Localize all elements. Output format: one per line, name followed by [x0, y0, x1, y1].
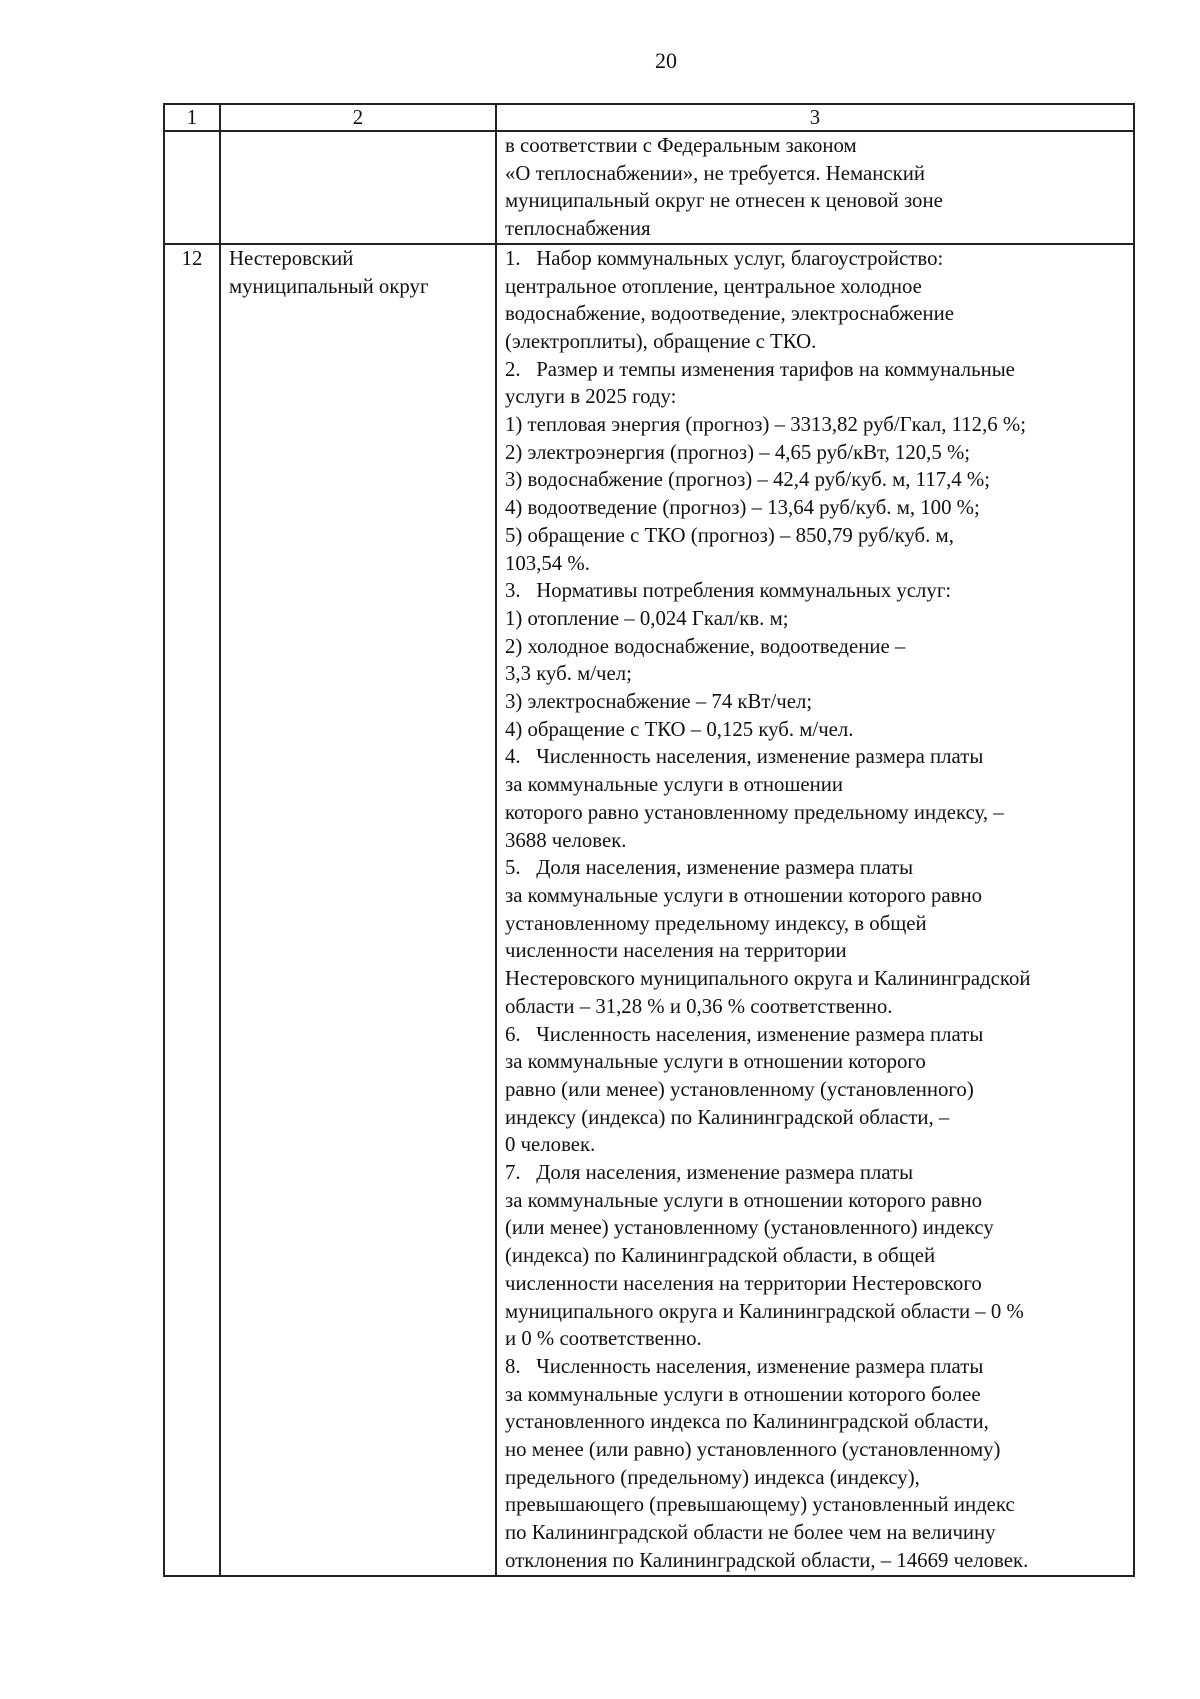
content-cell [496, 244, 1134, 1576]
content-line: 5) обращение с ТКО (прогноз) – 850,79 руб/куб. м, [505, 523, 954, 547]
content-line: 103,54 %. [505, 551, 590, 575]
column-header-3: 3 [496, 104, 1134, 131]
content-line: за коммунальные услуги в отношении [505, 773, 844, 797]
tariff-table [163, 103, 1135, 1577]
content-line: центральное отопление, центральное холодное [505, 274, 922, 298]
content-line: за коммунальные услуги в отношении которого равно [505, 1188, 982, 1212]
content-line: но менее (или равно) установленного (установленному) [505, 1438, 1001, 1462]
content-line: превышающего (превышающему) установленный индекс [505, 1493, 1015, 1517]
content-line: установленного индекса по Калининградской области, [505, 1410, 989, 1434]
content-line: 3688 человек. [505, 828, 627, 852]
content-line: муниципальный округ не отнесен к ценовой зоне [505, 189, 943, 213]
table-body [164, 104, 1134, 1576]
municipality-name-line: Нестеровский [229, 246, 354, 270]
content-line: 2) электроэнергия (прогноз) – 4,65 руб/кВт, 120,5 %; [505, 440, 971, 464]
content-line: 1) отопление – 0,024 Гкал/кв. м; [505, 606, 789, 630]
content-line: 3) электроснабжение – 74 кВт/чел; [505, 690, 813, 714]
content-line: Нестеровского муниципального округа и Калининградской [505, 967, 1031, 991]
content-line: по Калининградской области не более чем на величину [505, 1521, 996, 1545]
content-line: теплоснабжения [505, 217, 651, 241]
content-line: индексу (индекса) по Калининградской области, – [505, 1105, 950, 1129]
content-line: области – 31,28 % и 0,36 % соответственно. [505, 994, 893, 1018]
content-line: 4. Численность населения, изменение размера платы [505, 745, 984, 769]
content-line: водоснабжение, водоотведение, электроснабжение [505, 302, 954, 326]
municipality-cell [220, 131, 496, 244]
content-line: численности населения на территории Нестеровского [505, 1271, 982, 1295]
content-line: услуги в 2025 году: [505, 385, 677, 409]
content-line: 1. Набор коммунальных услуг, благоустройство: [505, 246, 944, 270]
content-line: численности населения на территории [505, 939, 847, 963]
content-line: и 0 % соответственно. [505, 1327, 702, 1351]
content-line: 8. Численность населения, изменение размера платы [505, 1354, 984, 1378]
content-line: 7. Доля населения, изменение размера платы [505, 1161, 914, 1185]
content-cell [496, 131, 1134, 244]
column-header-1: 1 [164, 104, 220, 131]
content-line: 4) обращение с ТКО – 0,125 куб. м/чел. [505, 717, 854, 741]
municipality-cell [220, 244, 496, 1576]
row-number-cell: 12 [164, 244, 220, 1576]
content-line: за коммунальные услуги в отношении которого [505, 1050, 926, 1074]
content-line: (индекса) по Калининградской области, в общей [505, 1244, 936, 1268]
page-number: 20 [655, 48, 677, 73]
content-line: за коммунальные услуги в отношении которого равно [505, 883, 982, 907]
content-line: 2) холодное водоснабжение, водоотведение – [505, 634, 906, 658]
content-line: 3) водоснабжение (прогноз) – 42,4 руб/куб. м, 117,4 %; [505, 468, 991, 492]
table-row [164, 131, 1134, 244]
content-line: 3,3 куб. м/чел; [505, 662, 632, 686]
content-line: (или менее) установленному (установленного) индексу [505, 1216, 994, 1240]
content-line: в соответствии с Федеральным законом [505, 134, 857, 157]
table-row [164, 244, 1134, 1576]
municipality-name-line: муниципальный округ [229, 274, 429, 298]
content-line: 4) водоотведение (прогноз) – 13,64 руб/куб. м, 100 %; [505, 496, 980, 520]
content-line: предельного (предельному) индекса (индексу), [505, 1465, 920, 1489]
content-line: установленному предельному индексу, в общей [505, 911, 927, 935]
content-line: которого равно установленному предельному индексу, – [505, 800, 1004, 824]
content-line: за коммунальные услуги в отношении которого более [505, 1382, 981, 1406]
content-line: отклонения по Калининградской области, – 14669 человек. [505, 1548, 1029, 1572]
column-header-2: 2 [220, 104, 496, 131]
header-row [164, 104, 1134, 131]
content-line: 5. Доля населения, изменение размера платы [505, 856, 914, 880]
content-line: 2. Размер и темпы изменения тарифов на коммунальные [505, 357, 1015, 381]
content-line: муниципального округа и Калининградской области – 0 % [505, 1299, 1024, 1323]
content-line: равно (или менее) установленному (установленного) [505, 1077, 974, 1101]
content-line: 1) тепловая энергия (прогноз) – 3313,82 руб/Гкал, 112,6 %; [505, 413, 1026, 437]
content-line: 3. Нормативы потребления коммунальных услуг: [505, 579, 952, 603]
content-line: 0 человек. [505, 1133, 596, 1157]
content-line: (электроплиты), обращение с ТКО. [505, 329, 817, 353]
content-line: «О теплоснабжении», не требуется. Неманский [505, 161, 925, 185]
content-line: 6. Численность населения, изменение размера платы [505, 1022, 984, 1046]
row-number-cell [164, 131, 220, 244]
